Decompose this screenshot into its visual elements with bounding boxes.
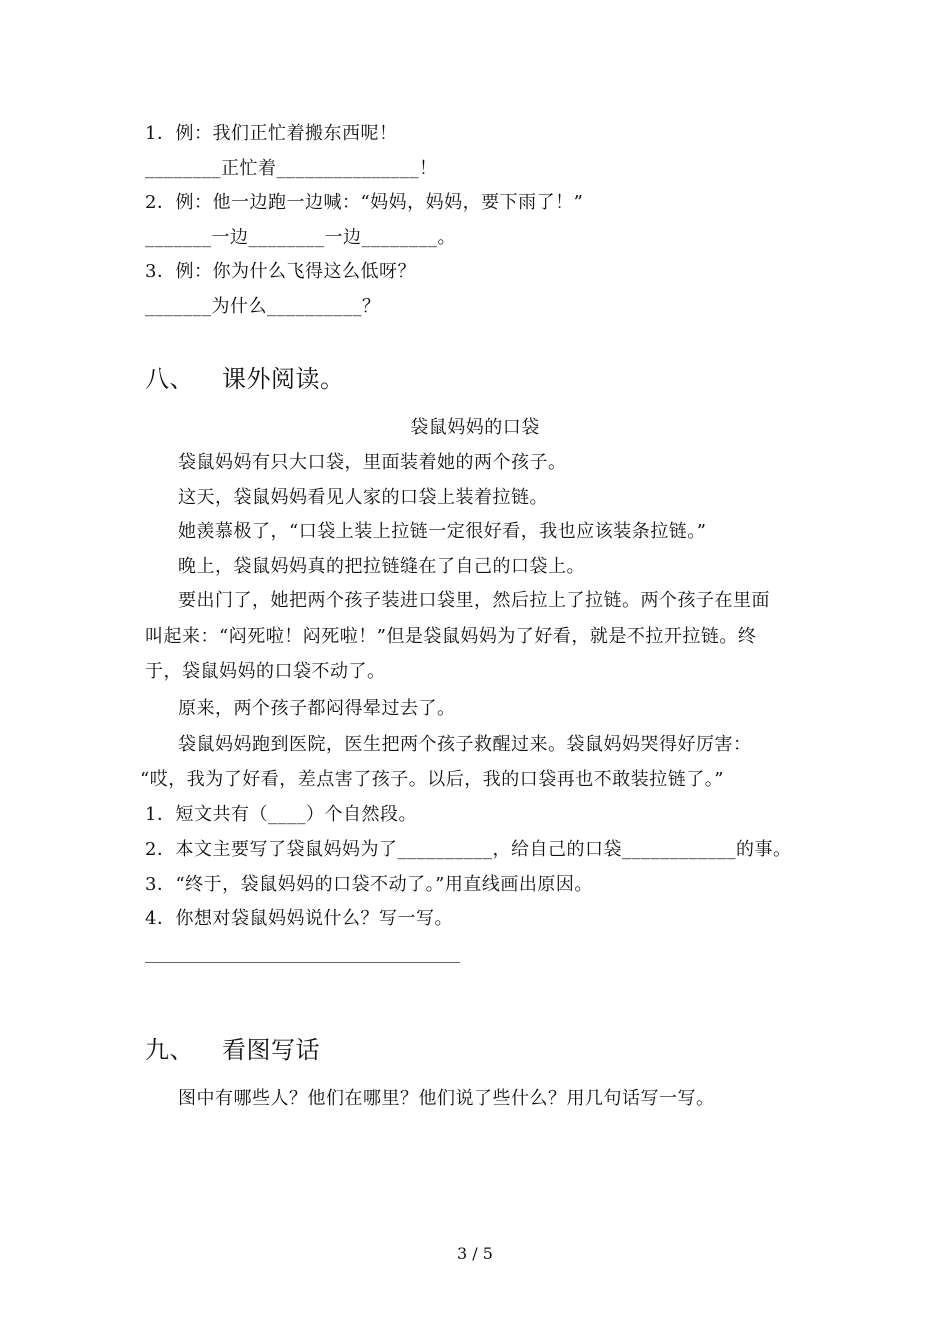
section8-title: 课外阅读。 xyxy=(222,365,345,393)
q3-fill-line: _______为什么__________？ xyxy=(145,296,381,317)
story-paragraph: 原来，两个孩子都闷得晕过去了。 xyxy=(178,698,456,719)
story-paragraph: “哎，我为了好看，差点害了孩子。以后，我的口袋再也不敢装拉链了。” xyxy=(140,769,724,790)
writing-prompt: 图中有哪些人？他们在哪里？他们说了些什么？用几句话写一写。 xyxy=(178,1088,715,1109)
q2-example: 2．例：他一边跑一边喊：“妈妈，妈妈，要下雨了！” xyxy=(145,192,584,213)
story-paragraph: 于，袋鼠妈妈的口袋不动了。 xyxy=(145,661,386,682)
story-paragraph: 袋鼠妈妈有只大口袋，里面装着她的两个孩子。 xyxy=(178,452,567,473)
section8-heading xyxy=(145,363,345,395)
section9-title: 看图写话 xyxy=(222,1036,320,1064)
story-paragraph: 袋鼠妈妈跑到医院，医生把两个孩子救醒过来。袋鼠妈妈哭得好厉害： xyxy=(178,734,752,755)
story-paragraph: 要出门了，她把两个孩子装进口袋里，然后拉上了拉链。两个孩子在里面 xyxy=(178,590,770,611)
story-paragraph: 晚上，袋鼠妈妈真的把拉链缝在了自己的口袋上。 xyxy=(178,556,585,577)
q1-fill-line: ________正忙着_______________！ xyxy=(145,158,438,179)
story-paragraph: 她羡慕极了，“口袋上装上拉链一定很好看，我也应该装条拉链。” xyxy=(178,521,707,542)
story-paragraph: 这天，袋鼠妈妈看见人家的口袋上装着拉链。 xyxy=(178,487,548,508)
reading-question: 3．“终于，袋鼠妈妈的口袋不动了。”用直线画出原因。 xyxy=(145,874,593,895)
reading-question: 1．短文共有（____）个自然段。 xyxy=(145,804,417,825)
story-paragraph: 叫起来：“闷死啦！闷死啦！”但是袋鼠妈妈为了好看，就是不拉开拉链。终 xyxy=(145,626,757,647)
q2-fill-line: _______一边________一边________。 xyxy=(145,227,456,248)
answer-line xyxy=(145,962,460,963)
section9-number: 九、 xyxy=(145,1036,194,1064)
q1-example: 1．例：我们正忙着搬东西呢！ xyxy=(145,123,398,144)
page-number: 3 / 5 xyxy=(457,1244,493,1263)
section9-heading xyxy=(145,1034,320,1066)
reading-question: 4．你想对袋鼠妈妈说什么？写一写。 xyxy=(145,908,453,929)
story-title: 袋鼠妈妈的口袋 xyxy=(410,417,540,438)
reading-question: 2．本文主要写了袋鼠妈妈为了__________，给自己的口袋____________的事。 xyxy=(145,839,792,860)
section8-number: 八、 xyxy=(145,365,194,393)
q3-example: 3．例：你为什么飞得这么低呀？ xyxy=(145,261,416,282)
